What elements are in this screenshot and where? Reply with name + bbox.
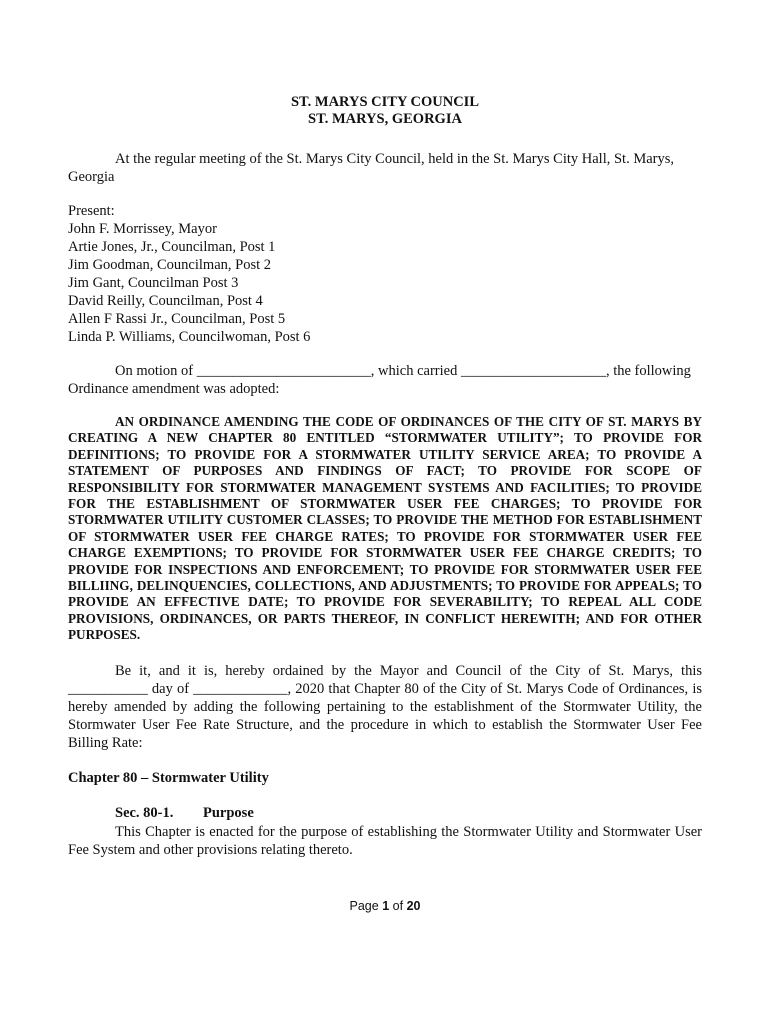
present-label: Present:: [68, 203, 115, 219]
ordinance-title: AN ORDINANCE AMENDING THE CODE OF ORDINANCES OF THE CITY OF ST. MARYS BY CREATING A NEW CHAPTER 80 ENTITLED “STORMWATER UTILITY”; TO PROVIDE FOR DEFINITIONS; TO PROVIDE FOR A STORMWATER UTILITY SERVICE AREA; TO PROVIDE A STATEMENT OF PURPOSES AND FINDINGS OF FACT; TO PROVIDE FOR SCOPE OF RESPONSIBILITY FOR STORMWATER MANAGEMENT SYSTEMS AND FACILITIES; TO PROVIDE FOR THE ESTABLISHMENT OF STORMWATER USER FEE CHARGES; TO PROVIDE FOR STORMWATER UTILITY CUSTOMER CLASSES; TO PROVIDE THE METHOD FOR ESTABLISHMENT OF STORMWATER USER FEE CHARGE RATES; TO PROVIDE FOR STORMWATER USER FEE CHARGE EXEMPTIONS; TO PROVIDE FOR STORMWATER USER FEE CHARGE CREDITS; TO PROVIDE FOR INSPECTIONS AND ENFORCEMENT; TO PROVIDE FOR STORMWATER USER FEE BILLIING, DELINQUENCIES, COLLECTIONS, AND ADJUSTMENTS; TO PROVIDE FOR APPEALS; TO PROVIDE AN EFFECTIVE DATE; TO PROVIDE FOR SEVERABILITY; TO REPEAL ALL CODE PROVISIONS, ORDINANCES, OR PARTS THEREOF, IN CONFLICT HEREWITH; AND FOR OTHER PURPOSES.: [68, 414, 702, 643]
section-number: Sec. 80-1.: [115, 805, 174, 821]
member-mayor: John F. Morrissey, Mayor: [68, 221, 217, 237]
chapter-heading: Chapter 80 – Stormwater Utility: [68, 770, 269, 786]
total-pages: 20: [406, 899, 421, 913]
council-name: ST. MARYS CITY COUNCIL: [290, 94, 479, 110]
ordained-lead: Be it, and it is, hereby ordained by the Mayor and Council of the City of St. Marys, this: [115, 663, 702, 679]
member-post-6: Linda P. Williams, Councilwoman, Post 6: [68, 329, 311, 345]
member-post-5: Allen F Rassi Jr., Councilman, Post 5: [68, 311, 286, 327]
member-post-1: Artie Jones, Jr., Councilman, Post 1: [68, 239, 276, 255]
ordained-body: ___________ day of _____________, 2020 that Chapter 80 of the City of St. Marys Code of Ordinances, is hereby amended by adding the following pertaining to the establishment of the Stormwater Utility, the Stormwater User Fee Rate Structure, and the procedure in which to establish the Stormwater User Fee Billing Rate:: [68, 681, 702, 751]
ordained-paragraph: [68, 662, 702, 752]
of-word: of: [392, 899, 404, 913]
motion-paragraph: On motion of ________________________, which carried ____________________, the following Ordinance amendment was adopted:: [68, 363, 691, 397]
current-page: 1: [382, 899, 390, 913]
page-word: Page: [349, 899, 379, 913]
document-header: [0, 94, 770, 128]
page-footer: [0, 899, 770, 913]
meeting-intro: At the regular meeting of the St. Marys City Council, held in the St. Marys City Hall, St. Marys, Georgia: [68, 151, 674, 185]
member-post-2: Jim Goodman, Councilman, Post 2: [68, 257, 271, 273]
section-heading: [68, 804, 749, 822]
member-post-3: Jim Gant, Councilman Post 3: [68, 275, 239, 291]
present-list: [68, 202, 702, 346]
member-post-4: David Reilly, Councilman, Post 4: [68, 293, 263, 309]
council-location: ST. MARYS, GEORGIA: [308, 111, 462, 127]
section-body: This Chapter is enacted for the purpose of establishing the Stormwater Utility and Stormwater User Fee System and other provisions relating thereto.: [68, 824, 702, 858]
section-title: Purpose: [203, 805, 254, 821]
